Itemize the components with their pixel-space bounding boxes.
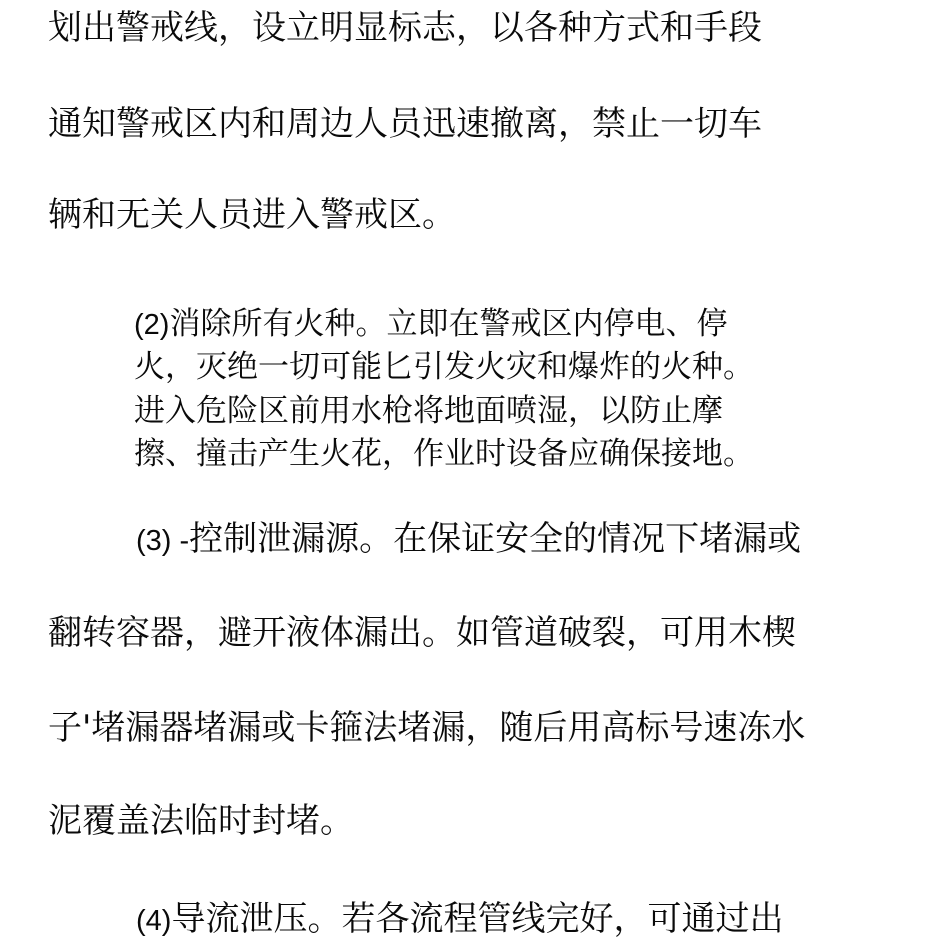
para3-line-4: 泥覆盖法临时封堵。 [48, 801, 354, 841]
para4-marker: (4) [136, 905, 172, 937]
para2-line-4: 擦、撞击产生火花，作业时设备应确保接地。 [134, 436, 754, 472]
para2-marker: (2) [134, 309, 170, 341]
para3-marker: (3) - [136, 525, 190, 557]
para4-line-1-text: 导流泄压。若各流程管线完好，可通过出 [171, 899, 784, 939]
para3-line-2: 翻转容器，避开液体漏出。如管道破裂，可用木楔 [48, 613, 796, 653]
para4-line-1 [136, 899, 783, 941]
para3-line-1-text: 控制泄漏源。在保证安全的情况下堵漏或 [189, 519, 802, 559]
para2-line-2: 火，灭绝一切可能匕引发火灾和爆炸的火种。 [134, 349, 754, 385]
para3-line-3: 子'堵漏器堵漏或卡箍法堵漏，随后用高标号速冻水 [48, 708, 806, 748]
para2-line-1 [134, 302, 727, 347]
para3-line-1 [136, 519, 801, 561]
para1-line-2: 通知警戒区内和周边人员迅速撤离，禁止一切车 [48, 104, 762, 144]
para2-line-1-text: 消除所有火种。立即在警戒区内停电、停 [169, 306, 728, 342]
para1-line-1: 划出警戒线，设立明显标志，以各种方式和手段 [48, 8, 762, 48]
para1-line-3: 辆和无关人员进入警戒区。 [48, 195, 456, 235]
para2-line-3: 进入危险区前用水枪将地面喷湿，以防止摩 [134, 393, 723, 429]
